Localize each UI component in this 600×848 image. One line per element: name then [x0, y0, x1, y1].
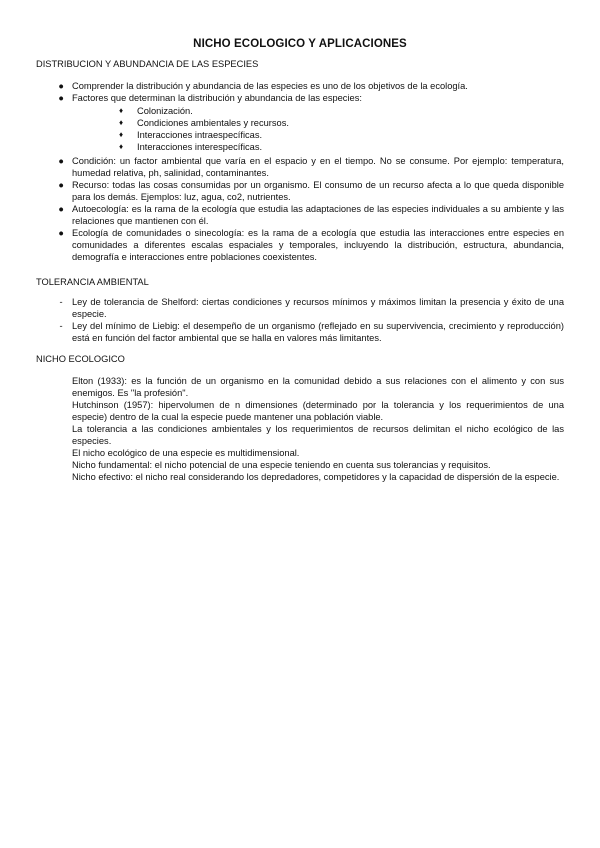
paragraph: El nicho ecológico de una especie es multidimensional. [72, 448, 300, 458]
list-item: ♦ Interacciones intraespecíficas. [116, 129, 556, 141]
paragraph: La tolerancia a las condiciones ambientales y los requerimientos de recursos delimitan el nicho ecológico de las especies. [72, 424, 564, 446]
list-item: ♦ Colonización. [116, 105, 556, 117]
dash-bullet-icon: - [59, 297, 63, 307]
list-item: - Ley de tolerancia de Shelford: ciertas condiciones y recursos mínimos y máximos limitan la presencia y éxito de una especie. [56, 296, 564, 320]
section-heading-nicho: NICHO ECOLOGICO [36, 354, 125, 364]
paragraph: Nicho efectivo: el nicho real considerando los depredadores, competidores y la capacidad de dispersión de la especie. [72, 472, 560, 482]
list-item: ● Comprender la distribución y abundancia de las especies es uno de los objetivos de la ecología. [56, 80, 566, 92]
list-item: ● Condición: un factor ambiental que varía en el espacio y en el tiempo. No se consume. Por ejemplo: temperatura, humedad relativa, ph, salinidad, contaminantes. [56, 155, 564, 179]
bullet-list-section1 [56, 80, 566, 104]
bullet-dot-icon: ● [58, 228, 64, 238]
diamond-bullet-icon: ♦ [118, 106, 124, 115]
paragraph: Hutchinson (1957): hipervolumen de n dimensiones (determinado por la tolerancia y los requerimientos de una especie) dentro de la cual la especie puede mantener una población viable. [72, 400, 564, 422]
document-title: NICHO ECOLOGICO Y APLICACIONES [193, 38, 407, 50]
sub-bullet-list [116, 105, 556, 153]
diamond-bullet-icon: ♦ [118, 130, 124, 139]
bullet-dot-icon: ● [58, 93, 64, 103]
list-item: ● Factores que determinan la distribución y abundancia de las especies: [56, 92, 566, 104]
bullet-dot-icon: ● [58, 156, 64, 166]
bullet-dot-icon: ● [58, 180, 64, 190]
list-item: ● Recurso: todas las cosas consumidas por un organismo. El consumo de un recurso afecta a lo que queda disponible para los demás. Ejemplos: luz, agua, co2, nutrientes. [56, 179, 564, 203]
diamond-bullet-icon: ♦ [118, 142, 124, 151]
dash-list-tolerancia [56, 296, 564, 344]
paragraph: Nicho fundamental: el nicho potencial de una especie teniendo en cuenta sus tolerancias y requisitos. [72, 460, 491, 470]
dash-bullet-icon: - [59, 321, 63, 331]
bullet-dot-icon: ● [58, 204, 64, 214]
nicho-paragraphs [72, 375, 564, 483]
list-item: ● Autoecología: es la rama de la ecología que estudia las adaptaciones de las especies individuales a su ambiente y las relaciones que mantienen con él. [56, 203, 564, 227]
paragraph: Elton (1933): es la función de un organismo en la comunidad debido a sus relaciones con el alimento y con sus enemigos. Es "la profesión". [72, 376, 564, 398]
list-item: ♦ Interacciones interespecíficas. [116, 141, 556, 153]
bullet-dot-icon: ● [58, 81, 64, 91]
diamond-bullet-icon: ♦ [118, 118, 124, 127]
list-item: ● Ecología de comunidades o sinecología: es la rama de a ecología que estudia las interacciones entre especies en comunidades a diferentes escalas espaciales y temporales, incluyendo la distribución, estructura, abundancia, demografía e interacciones entre poblaciones coexistentes. [56, 227, 564, 263]
section-heading-distribucion: DISTRIBUCION Y ABUNDANCIA DE LAS ESPECIES [36, 59, 259, 69]
list-item: - Ley del mínimo de Liebig: el desempeño de un organismo (reflejado en su supervivencia, crecimiento y reproducción) está en función del factor ambiental que se halla en valores más limitantes. [56, 320, 564, 344]
bullet-list-definitions [56, 155, 564, 263]
list-item: ♦ Condiciones ambientales y recursos. [116, 117, 556, 129]
section-heading-tolerancia: TOLERANCIA AMBIENTAL [36, 277, 149, 287]
